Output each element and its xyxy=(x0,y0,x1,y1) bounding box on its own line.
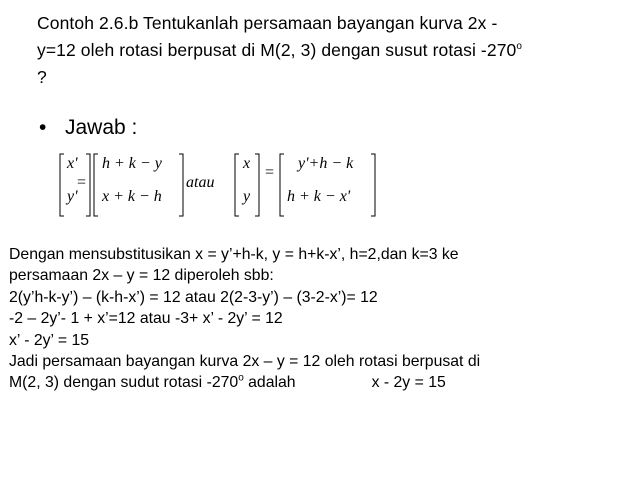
slide-title xyxy=(37,10,627,91)
solution-line-7 xyxy=(9,372,629,393)
matrix-top-2: y'+h − k xyxy=(298,155,354,172)
solution-line-7-text: M(2, 3) dengan sudut rotasi -270 xyxy=(9,374,239,392)
vector-x-prime: x' xyxy=(67,155,78,172)
final-result: x - 2y = 15 xyxy=(371,374,446,392)
vector-x: x xyxy=(243,155,251,172)
solution-line-7-adalah: adalah xyxy=(243,374,296,392)
solution-line-4: -2 – 2y’- 1 + x’=12 atau -3+ x’ - 2y’ = 12 xyxy=(9,310,283,328)
title-line-3: ? xyxy=(37,67,47,87)
matrix-top-1: h + k − y xyxy=(102,155,162,172)
solution-line-5: x’ - 2y’ = 15 xyxy=(9,331,90,349)
solution-line-1: Dengan mensubstitusikan x = y’+h-k, y = h+k-x’, h=2,dan k=3 ke xyxy=(9,246,459,263)
title-line-1: Contoh 2.6.b Tentukanlah persamaan bayangan kurva 2x - xyxy=(37,13,498,33)
equals-2: = xyxy=(265,164,275,181)
matrix-bottom-1: x + k − h xyxy=(102,188,162,205)
bullet-dot: • xyxy=(39,116,47,139)
solution-text xyxy=(9,244,629,394)
degree-superscript-2: o xyxy=(238,373,244,385)
equals-1: = xyxy=(77,174,87,191)
connector-atau: atau xyxy=(186,174,215,191)
answer-label: Jawab : xyxy=(65,116,138,139)
matrix-equation xyxy=(58,150,398,225)
degree-superscript: o xyxy=(516,41,523,53)
title-line-2-text: y=12 oleh rotasi berpusat di M(2, 3) dengan susut rotasi -270 xyxy=(37,40,517,60)
vector-y: y xyxy=(243,188,251,205)
solution-line-2: persamaan 2x – y = 12 diperoleh sbb: xyxy=(9,267,274,285)
answer-bullet xyxy=(39,114,137,142)
vector-y-prime: y' xyxy=(67,188,78,205)
matrix-bottom-2: h + k − x' xyxy=(287,188,351,205)
solution-line-6: Jadi persamaan bayangan kurva 2x – y = 12 oleh rotasi berpusat di xyxy=(9,353,481,371)
solution-line-3: 2(y’h-k-y’) – (k-h-x’) = 12 atau 2(2-3-y’) – (3-2-x’)= 12 xyxy=(9,288,378,306)
title-line-2 xyxy=(37,37,627,64)
